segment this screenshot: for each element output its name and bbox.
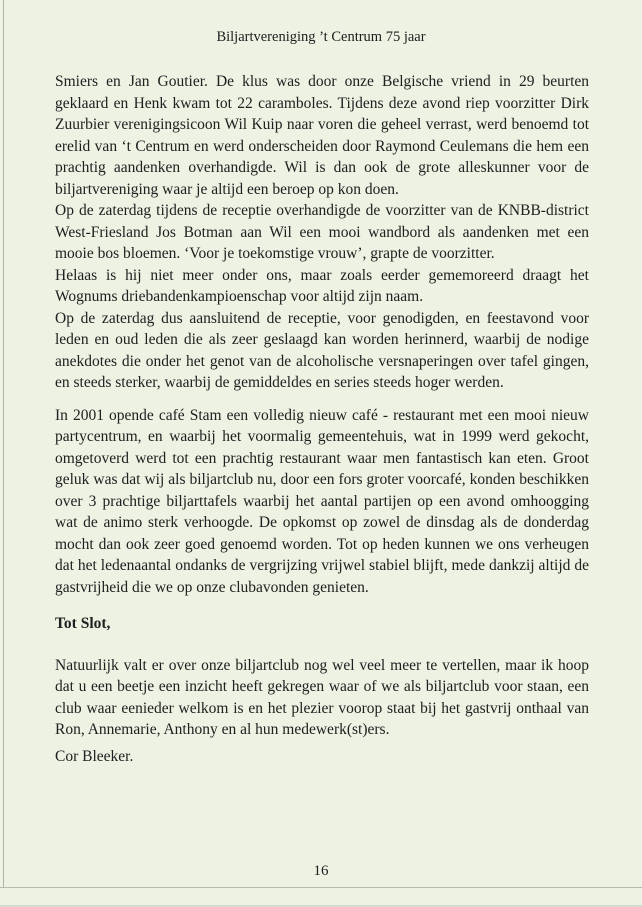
- body-paragraph: Helaas is hij niet meer onder ons, maar zoals eerder gememoreerd draagt het Wognums driebandenkampioenschap voor altijd zijn naam.: [55, 266, 589, 305]
- closing-heading: Tot Slot,: [55, 615, 111, 632]
- page-left-edge-line: [3, 0, 4, 887]
- page-title: Biljartvereniging ’t Centrum 75 jaar: [216, 29, 426, 45]
- body-paragraph: Op de zaterdag dus aansluitend de receptie, voor genodigden, en feestavond voor leden en oud leden die als zeer geslaagd kan worden herinnerd, waarbij de nodige anekdotes die onder het genot van de alcoholische versnaperingen over tafel gingen, en steeds sterker, waarbij de gemiddeldes en series steeds hoger werden.: [55, 309, 589, 391]
- page-number: 16: [313, 863, 329, 879]
- signature: Cor Bleeker.: [55, 747, 134, 765]
- body-paragraph: Op de zaterdag tijdens de receptie overhandigde de voorzitter van de KNBB-district West-Friesland Jos Botman aan Wil een mooi wandbord als aandenken met een mooie bos bloemen. ‘Voor je toekomstige vrouw’, grapte de voorzitter.: [55, 202, 589, 262]
- closing-paragraph: Natuurlijk valt er over onze biljartclub nog wel veel meer te vertellen, maar ik hoop dat u een beetje een inzicht heeft gekregen waar of we als biljartclub voor staan, een club waar eenieder welkom is en het plezier voorop staat bij het gastvrij onthaal van Ron, Annemarie, Anthony en al hun medewerk(st)ers.: [55, 656, 589, 738]
- page-content: [55, 71, 589, 767]
- page-header: [0, 28, 642, 46]
- page-footer: [0, 863, 642, 880]
- page-bottom-edge-line: [0, 887, 642, 888]
- body-paragraph: Smiers en Jan Goutier. De klus was door onze Belgische vriend in 29 beurten geklaard en Henk kwam tot 22 caramboles. Tijdens deze avond riep voorzitter Dirk Zuurbier verenigingsicoon Wil Kuip naar voren die geheel verrast, werd benoemd tot erelid van ‘t Centrum en werd onderscheiden door Raymond Ceulemans die hem een prachtig aandenken overhandigde. Wil is dan ook de grote alleskunner voor de biljartvereniging waar je altijd een beroep op kon doen.: [55, 73, 589, 198]
- body-paragraph: In 2001 opende café Stam een volledig nieuw café - restaurant met een mooi nieuw partycentrum, en waarbij het voormalig gemeentehuis, wat in 1999 werd gekocht, omgetoverd werd tot een prachtig restaurant waar men fantastisch kan eten. Groot geluk was dat wij als biljartclub nu, door een fors groter voorcafé, konden beschikken over 3 prachtige biljarttafels waarbij het aantal partijen op een avond omhoogging wat de animo sterk verhoogde. De opkomst op zowel de dinsdag als de donderdag mocht dan ook zeer goed genoemd worden. Tot op heden kunnen we ons verheugen dat het ledenaantal ondanks de vergrijzing vrijwel stabiel blijft, mede dankzij altijd de gastvrijheid die we op onze clubavonden genieten.: [55, 406, 589, 596]
